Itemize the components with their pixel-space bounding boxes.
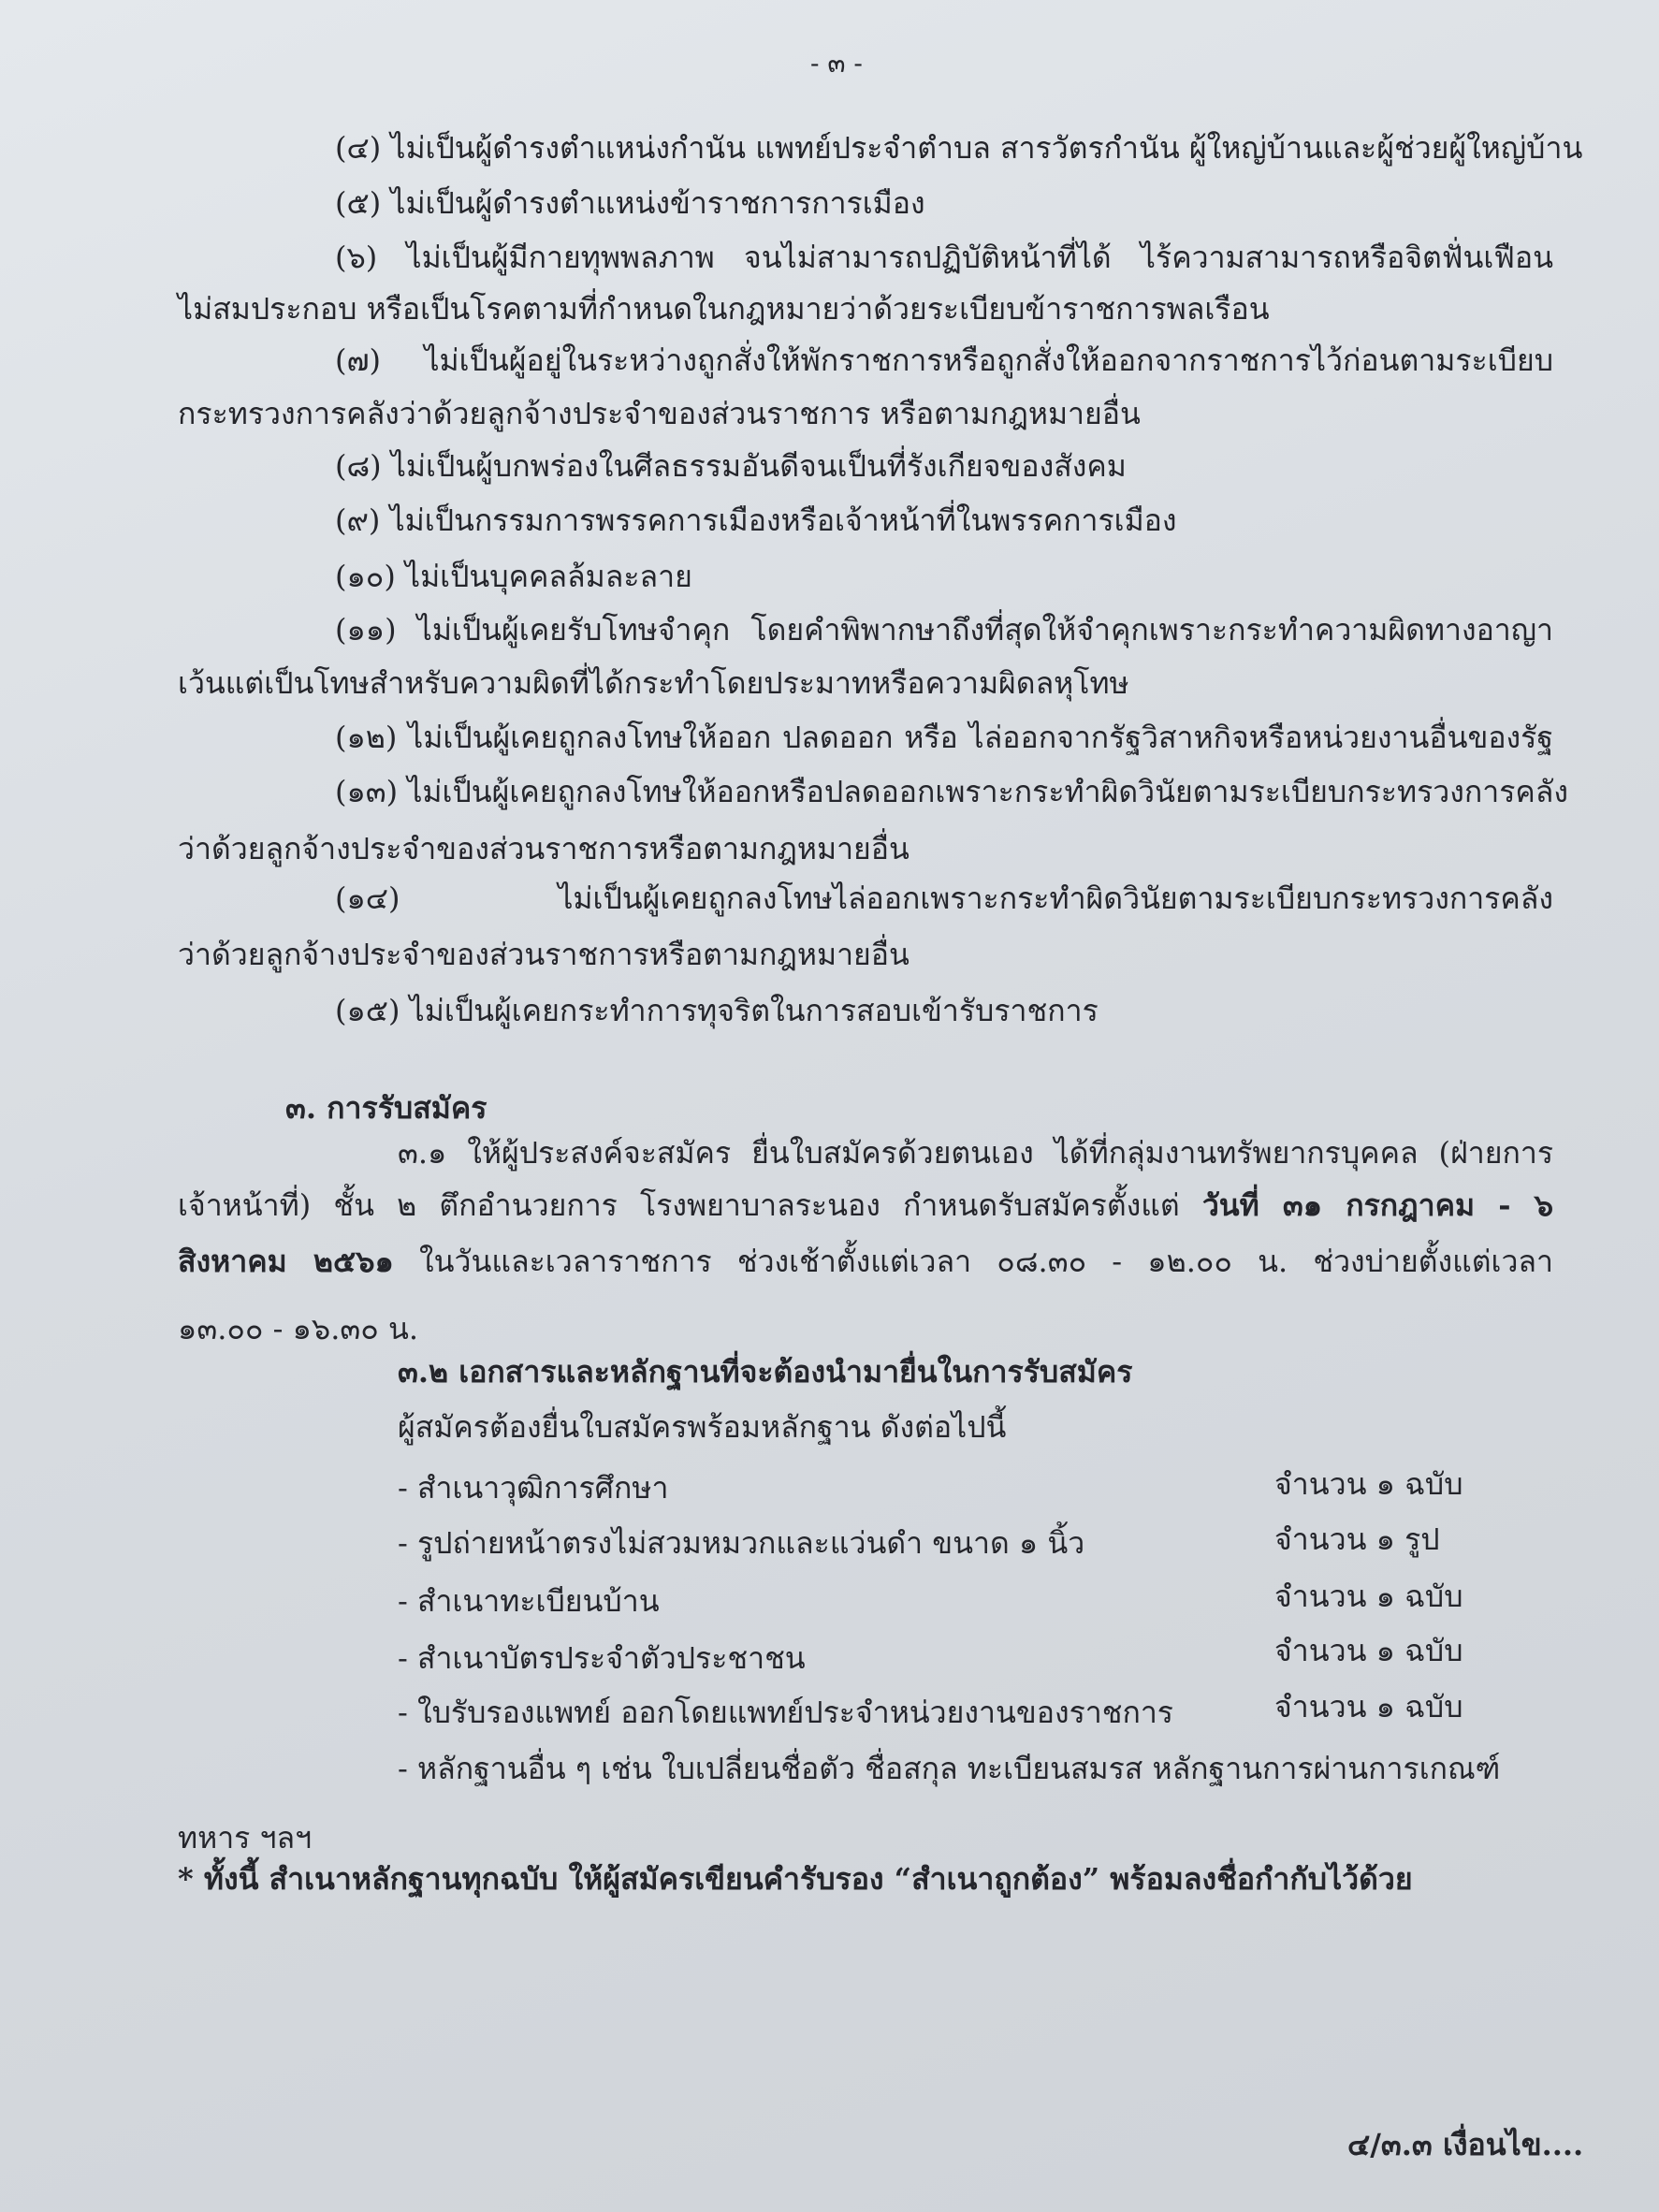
- item-7-line2: กระทรวงการคลังว่าด้วยลูกจ้างประจำของส่วนราชการ หรือตามกฎหมายอื่น: [178, 396, 1141, 431]
- certification-note: * ทั้งนี้ สำเนาหลักฐานทุกฉบับ ให้ผู้สมัครเขียนคำรับรอง “สำเนาถูกต้อง” พร้อมลงชื่อกำกับไว้ด้วย: [178, 1861, 1413, 1897]
- item-13-line1: (๑๓) ไม่เป็นผู้เคยถูกลงโทษให้ออกหรือปลดออกเพราะกระทำผิดวินัยตามระเบียบกระทรวงการคลัง: [335, 774, 1569, 809]
- item-5: (๕) ไม่เป็นผู้ดำรงตำแหน่งข้าราชการการเมือง: [335, 185, 925, 221]
- doc-item: - รูปถ่ายหน้าตรงไม่สวมหมวกและแว่นดำ ขนาด ๑ นิ้ว: [398, 1525, 1085, 1561]
- section-3-1-line4: ๑๓.๐๐ - ๑๖.๓๐ น.: [178, 1311, 418, 1346]
- item-14-line1: (๑๔) ไม่เป็นผู้เคยถูกลงโทษไล่ออกเพราะกระทำผิดวินัยตามระเบียบกระทรวงการคลัง: [335, 880, 1553, 916]
- item-8: (๘) ไม่เป็นผู้บกพร่องในศีลธรรมอันดีจนเป็นที่รังเกียจของสังคม: [335, 448, 1127, 484]
- section-3-1-line3: [178, 1243, 1553, 1280]
- apply-date-end: สิงหาคม ๒๕๖๑: [178, 1244, 394, 1279]
- doc-item: - สำเนาวุฒิการศึกษา: [398, 1470, 669, 1506]
- doc-qty: จำนวน ๑ รูป: [1274, 1521, 1440, 1557]
- doc-item: - หลักฐานอื่น ๆ เช่น ใบเปลี่ยนชื่อตัว ชื่อสกุล ทะเบียนสมรส หลักฐานการผ่านการเกณฑ์: [398, 1751, 1501, 1786]
- item-6-line1: (๖) ไม่เป็นผู้มีกายทุพพลภาพ จนไม่สามารถปฏิบัติหน้าที่ได้ ไร้ความสามารถหรือจิตฟั่นเฟือน: [335, 240, 1553, 275]
- section-3-heading: ๓. การรับสมัคร: [285, 1090, 488, 1126]
- doc-qty: จำนวน ๑ ฉบับ: [1274, 1633, 1463, 1668]
- doc-item-continued: ทหาร ฯลฯ: [178, 1820, 313, 1855]
- section-3-1-line1: ๓.๑ ให้ผู้ประสงค์จะสมัคร ยื่นใบสมัครด้วยตนเอง ได้ที่กลุ่มงานทรัพยากรบุคคล (ฝ่ายการ: [398, 1135, 1553, 1171]
- doc-item: - สำเนาทะเบียนบ้าน: [398, 1583, 660, 1619]
- doc-item: - สำเนาบัตรประจำตัวประชาชน: [398, 1640, 806, 1676]
- item-11-line2: เว้นแต่เป็นโทษสำหรับความผิดที่ได้กระทำโดยประมาทหรือความผิดลหุโทษ: [178, 665, 1129, 701]
- item-12: (๑๒) ไม่เป็นผู้เคยถูกลงโทษให้ออก ปลดออก หรือ ไล่ออกจากรัฐวิสาหกิจหรือหน่วยงานอื่นของรัฐ: [335, 720, 1553, 755]
- item-11-line1: (๑๑) ไม่เป็นผู้เคยรับโทษจำคุก โดยคำพิพากษาถึงที่สุดให้จำคุกเพราะกระทำความผิดทางอาญา: [335, 612, 1553, 648]
- section-3-2-heading: ๓.๒ เอกสารและหลักฐานที่จะต้องนำมายื่นในการรับสมัคร: [398, 1354, 1133, 1390]
- doc-qty: จำนวน ๑ ฉบับ: [1274, 1579, 1463, 1614]
- item-10: (๑๐) ไม่เป็นบุคคลล้มละลาย: [335, 559, 692, 594]
- item-6-line2: ไม่สมประกอบ หรือเป็นโรคตามที่กำหนดในกฎหมายว่าด้วยระเบียบข้าราชการพลเรือน: [178, 291, 1270, 327]
- item-4: (๔) ไม่เป็นผู้ดำรงตำแหน่งกำนัน แพทย์ประจำตำบล สารวัตรกำนัน ผู้ใหญ่บ้านและผู้ช่วยผู้ใหญ่บ้าน: [335, 130, 1583, 166]
- page-number: - ๓ -: [810, 48, 863, 79]
- doc-qty: จำนวน ๑ ฉบับ: [1274, 1689, 1463, 1724]
- next-page-catchword: ๔/๓.๓ เงื่อนไข....: [1347, 2127, 1584, 2162]
- apply-date-start: วันที่ ๓๑ กรกฎาคม - ๖: [1201, 1187, 1554, 1223]
- section-3-1-line2: [178, 1186, 1553, 1224]
- item-13-line2: ว่าด้วยลูกจ้างประจำของส่วนราชการหรือตามกฎหมายอื่น: [178, 831, 910, 866]
- item-9: (๙) ไม่เป็นกรรมการพรรคการเมืองหรือเจ้าหน้าที่ในพรรคการเมือง: [335, 502, 1177, 538]
- doc-item: - ใบรับรองแพทย์ ออกโดยแพทย์ประจำหน่วยงานของราชการ: [398, 1695, 1173, 1730]
- office-hours: ในวันและเวลาราชการ ช่วงเช้าตั้งแต่เวลา ๐๘.๓๐ - ๑๒.๐๐ น. ช่วงบ่ายตั้งแต่เวลา: [393, 1244, 1554, 1279]
- item-15: (๑๕) ไม่เป็นผู้เคยกระทำการทุจริตในการสอบเข้ารับราชการ: [335, 993, 1099, 1028]
- item-7-line1: (๗) ไม่เป็นผู้อยู่ในระหว่างถูกสั่งให้พักราชการหรือถูกสั่งให้ออกจากราชการไว้ก่อนตามระเบียบ: [335, 342, 1553, 378]
- doc-qty: จำนวน ๑ ฉบับ: [1274, 1466, 1463, 1502]
- item-14-line2: ว่าด้วยลูกจ้างประจำของส่วนราชการหรือตามกฎหมายอื่น: [178, 937, 910, 972]
- section-3-2-intro: ผู้สมัครต้องยื่นใบสมัครพร้อมหลักฐาน ดังต่อไปนี้: [398, 1409, 1007, 1445]
- section-3-1-text: เจ้าหน้าที่) ชั้น ๒ ตึกอำนวยการ โรงพยาบาลระนอง กำหนดรับสมัครตั้งแต่: [178, 1187, 1202, 1223]
